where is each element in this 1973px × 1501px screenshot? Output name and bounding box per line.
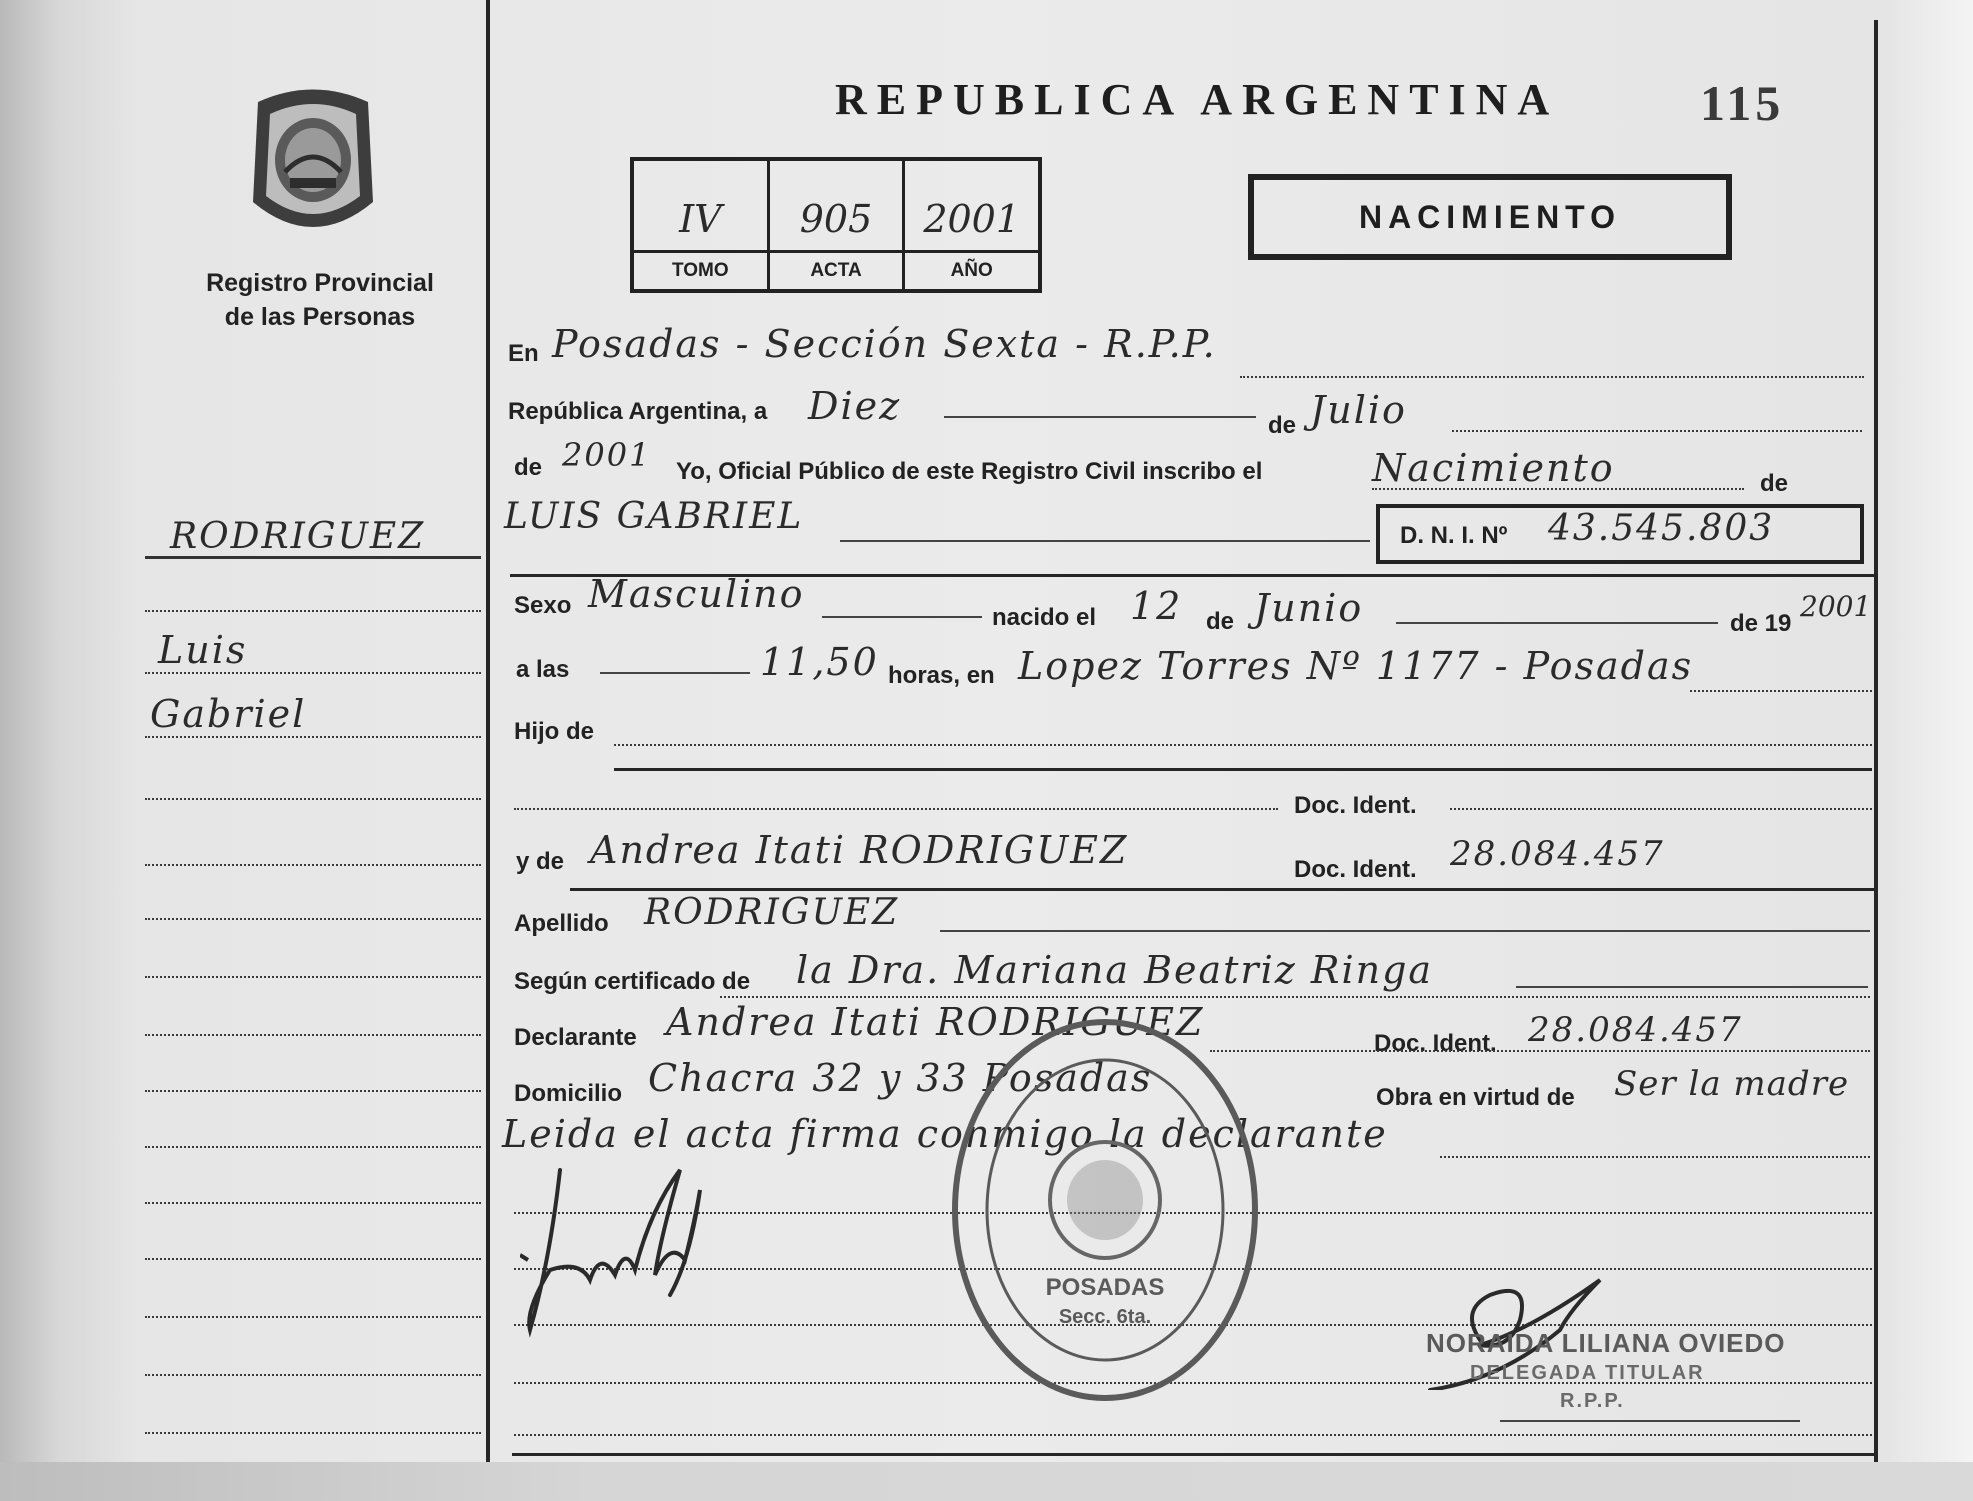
domicilio-value: Chacra 32 y 33 Posadas [648,1056,1153,1100]
official-name: NORAIDA LILIANA OVIEDO [1426,1328,1786,1358]
tomo-value: IV [679,197,722,241]
registry-name-line1: Registro Provincial [206,269,434,297]
margin-divider-line [486,0,490,1462]
page-edge [1890,0,1973,1501]
form-line [1440,1156,1870,1158]
margin-surname-underline [145,556,481,559]
form-line [614,744,1872,746]
form-line [840,540,1370,542]
dni-value: 43.545.803 [1548,508,1775,549]
form-line [1240,376,1864,378]
tomo-cell [634,161,770,289]
month-value: Julio [1310,388,1407,432]
de-label-3: de [1206,608,1235,635]
birth-place-value: Lopez Torres Nº 1177 - Posadas [1018,644,1694,688]
en-label: En [508,340,539,367]
section-divider [570,888,1874,891]
margin-line [145,864,481,866]
margin-line [145,736,481,738]
ano-label: AÑO [905,250,1038,289]
margin-line [145,1034,481,1036]
page-bottom-edge [0,1462,1973,1501]
margin-line [145,1258,481,1260]
de-label-2: de [1760,470,1789,497]
child-name-value: LUIS GABRIEL [504,496,804,537]
margin-line [145,672,481,674]
form-line [1396,622,1718,624]
form-line [822,616,982,618]
dni-box [1376,504,1864,564]
apellido-label: Apellido [514,910,609,937]
yde-label: y de [516,848,565,875]
place-value: Posadas - Sección Sexta - R.P.P. [552,322,1217,366]
margin-line [145,976,481,978]
birth-day-value: 12 [1130,584,1183,628]
sexo-label: Sexo [514,592,572,619]
margin-given-name-1: Luis [158,628,248,672]
margin-line [145,1090,481,1092]
form-line [514,808,1278,810]
event-type-value: Nacimiento [1372,446,1615,490]
page-number: 115 [1700,75,1785,131]
section-divider [614,768,1872,771]
form-line [1210,1050,1870,1052]
stamp-section: Secc. 6ta. [1058,1306,1152,1328]
doc-ident-label-3: Doc. Ident. [1374,1030,1497,1057]
stamp-city: POSADAS [1045,1274,1165,1301]
record-id-table [630,157,1042,293]
nacido-label: nacido el [992,604,1097,631]
dni-label: D. N. I. Nº [1400,522,1508,549]
ano-cell [905,161,1038,289]
acta-value: 905 [799,197,873,241]
margin-line [145,1432,481,1434]
registry-office-name [180,266,460,334]
declarant-signature [520,1150,760,1340]
form-line [600,672,750,674]
signature-line [1500,1420,1800,1422]
margin-line [145,1374,481,1376]
certificate-by-value: la Dra. Mariana Beatriz Ringa [796,948,1434,992]
document-type-label: NACIMIENTO [1358,198,1622,235]
registry-name-line2: de las Personas [224,303,416,331]
margin-line [145,798,481,800]
day-value: Diez [808,384,902,428]
page-title: REPUBLICA ARGENTINA [835,75,1560,124]
closing-note: Leida el acta firma conmigo la declarante [502,1112,1388,1156]
margin-line [145,918,481,920]
de19-label: de 19 [1730,610,1792,637]
margin-line [145,1316,481,1318]
form-line [940,930,1870,932]
ano-value: 2001 [923,197,1021,241]
apellido-value: RODRIGUEZ [644,892,900,933]
margin-line [145,1202,481,1204]
sexo-value: Masculino [588,572,805,616]
domicilio-label: Domicilio [514,1080,623,1107]
birth-time-value: 11,50 [760,640,879,684]
inscribe-text: Yo, Oficial Público de este Registro Civil inscribo el [676,458,1263,485]
birth-year-value: 2001 [1800,590,1872,623]
mother-name-value: Andrea Itati RODRIGUEZ [590,828,1129,872]
horas-label: horas, en [888,662,995,689]
doc-ident-label-2: Doc. Ident. [1294,856,1417,883]
provincial-seal-logo [238,82,388,242]
obra-label: Obra en virtud de [1376,1084,1575,1111]
form-line [944,416,1256,418]
margin-line [145,610,481,612]
de-label: de [1268,412,1297,439]
official-office: R.P.P. [1560,1390,1625,1412]
declarante-value: Andrea Itati RODRIGUEZ [666,1000,1205,1044]
mother-doc-value: 28.084.457 [1450,834,1665,874]
right-border-line [1874,20,1878,1462]
official-title: DELEGADA TITULAR [1470,1362,1705,1384]
hijo-label: Hijo de [514,718,595,745]
birth-month-value: Junio [1254,586,1364,630]
form-line [514,1434,1872,1436]
document-type-box [1248,174,1732,260]
form-line [1516,986,1868,988]
tomo-label: TOMO [634,250,767,289]
margin-surname: RODRIGUEZ [170,516,426,557]
republica-label: República Argentina, a [508,398,768,425]
margin-given-name-2: Gabriel [150,692,307,736]
doc-ident-label: Doc. Ident. [1294,792,1417,819]
declarante-doc-value: 28.084.457 [1528,1010,1743,1050]
obra-value: Ser la madre [1614,1064,1850,1104]
margin-line [145,1146,481,1148]
declarante-label: Declarante [514,1024,637,1051]
form-line [1452,430,1862,432]
acta-cell [770,161,906,289]
form-line [1450,808,1872,810]
bottom-border-line [512,1453,1877,1456]
form-line [1690,690,1872,692]
form-line [1372,488,1744,490]
a-las-label: a las [516,656,570,683]
year-prefix-label: de [514,454,543,481]
acta-label: ACTA [770,250,903,289]
form-line [720,996,1870,998]
segun-label: Según certificado de [514,968,751,995]
official-stamp [945,1010,1265,1410]
year-value: 2001 [562,436,652,474]
